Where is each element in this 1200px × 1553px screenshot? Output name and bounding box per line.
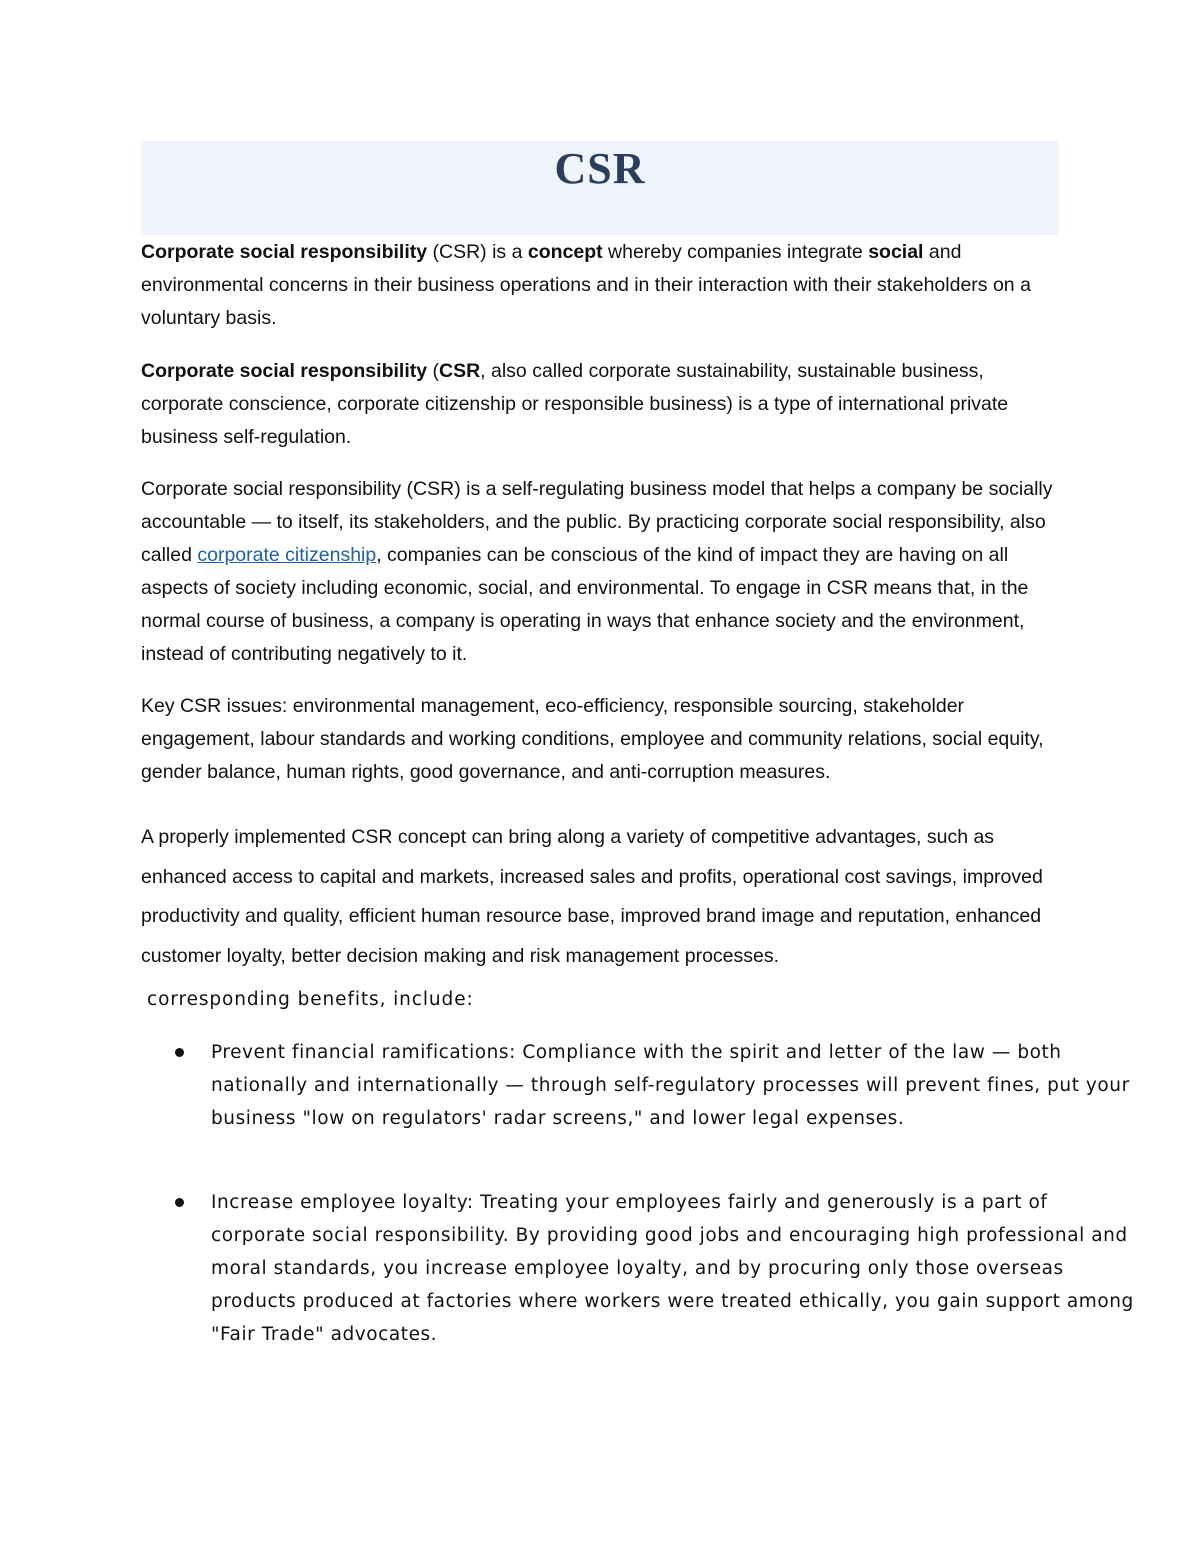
text-run: and environmental concerns in their business operations and in their interaction with their stakeholders on a voluntary basis. bbox=[141, 241, 1031, 329]
text-run: Corporate social responsibility (CSR) is a self-regulating business model that helps a company be socially accountable — to itself, its stakeholders, and the public. By practicing corporate social responsibility, also called bbox=[141, 478, 1053, 566]
bold-term: Corporate social responsibility bbox=[141, 360, 428, 382]
text-run: ( bbox=[427, 360, 439, 382]
bullet-icon bbox=[175, 1198, 184, 1207]
benefit-text: Prevent financial ramifications: Compliance with the spirit and letter of the law — both nationally and internationally — through self-regulatory processes will prevent fines, put your business "low on regulators' radar screens," and lower legal expenses. bbox=[211, 1042, 1130, 1129]
benefit-text: Increase employee loyalty: Treating your employees fairly and generously is a part of corporate social responsibility. By providing good jobs and encouraging high professional and moral standards, you increase employee loyalty, and by procuring only those overseas products produced at factories where workers were treated ethically, you gain support among "Fair Trade" advocates. bbox=[211, 1192, 1134, 1345]
bold-concept: concept bbox=[527, 241, 603, 263]
list-item bbox=[141, 1186, 1141, 1351]
text-run: , also called corporate sustainability, sustainable business, corporate conscience, corporate citizenship or responsible business) is a type of international private business self-regulation. bbox=[141, 360, 1009, 448]
bold-csr: CSR bbox=[439, 360, 481, 382]
paragraph-key-issues: Key CSR issues: environmental management, eco-efficiency, responsible sourcing, stakeholder engagement, labour standards and working conditions, employee and community relations, social equity, gender balance, human rights, good governance, and anti-corruption measures. bbox=[141, 695, 1044, 783]
benefits-lead: corresponding benefits, include: bbox=[147, 989, 474, 1010]
text-run: (CSR) is a bbox=[427, 241, 528, 263]
title-banner bbox=[141, 141, 1059, 235]
list-item bbox=[141, 1036, 1141, 1135]
paragraph-definition bbox=[141, 236, 1061, 335]
paragraph-advantages: A properly implemented CSR concept can bring along a variety of competitive advantages, such as enhanced access to capital and markets, increased sales and profits, operational cost savings, improved productivity and quality, efficient human resource base, improved brand image and reputation, enhanced customer loyalty, better decision making and risk management processes. bbox=[141, 826, 1043, 967]
text-run: whereby companies integrate bbox=[602, 241, 869, 263]
bullet-icon bbox=[175, 1048, 184, 1057]
document-title: CSR bbox=[554, 144, 646, 193]
paragraph-business-model bbox=[141, 473, 1061, 671]
text-run: , companies can be conscious of the kind of impact they are having on all aspects of society including economic, social, and environmental. To engage in CSR means that, in the normal course of business, a company is operating in ways that enhance society and the environment, instead of contributing negatively to it. bbox=[141, 544, 1029, 665]
bold-term: Corporate social responsibility bbox=[141, 241, 428, 263]
paragraph-also-called bbox=[141, 355, 1061, 454]
bold-social: social bbox=[868, 241, 924, 263]
corporate-citizenship-link[interactable]: corporate citizenship bbox=[197, 544, 377, 566]
